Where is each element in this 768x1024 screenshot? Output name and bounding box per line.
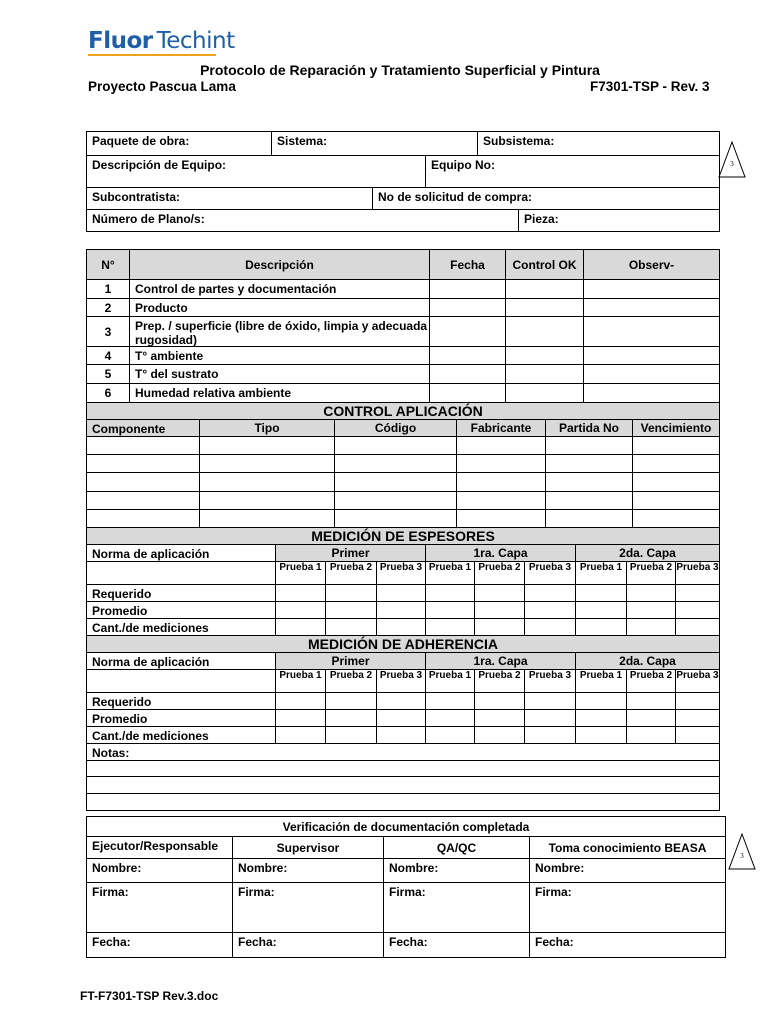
- group-primer: Primer: [275, 652, 426, 670]
- field-subsistema[interactable]: Subsistema:: [477, 131, 720, 156]
- prueba-header: Prueba 1: [575, 669, 627, 693]
- header-control-ok: Control OK: [505, 249, 584, 280]
- field-firma[interactable]: Firma:: [383, 882, 530, 933]
- checklist-row-number: 5: [86, 364, 130, 384]
- control-input-cell[interactable]: [334, 491, 457, 510]
- header-descripcion: Descripción: [129, 249, 430, 280]
- checklist-row-description: Producto: [129, 298, 430, 317]
- measurement-input-cell[interactable]: [275, 709, 326, 727]
- field-firma[interactable]: Firma:: [86, 882, 233, 933]
- measurement-input-cell[interactable]: [325, 618, 377, 636]
- measurement-input-cell[interactable]: [474, 618, 525, 636]
- measurement-input-cell[interactable]: [675, 601, 720, 619]
- measurement-input-cell[interactable]: [474, 726, 525, 744]
- role-qa-qc: QA/QC: [383, 836, 530, 859]
- checklist-input-cell[interactable]: [505, 279, 584, 299]
- checklist-input-cell[interactable]: [505, 346, 584, 365]
- checklist-input-cell[interactable]: [429, 364, 506, 384]
- notas-line[interactable]: [86, 776, 720, 794]
- control-input-cell[interactable]: [632, 509, 720, 529]
- label-norma-aplicacion: Norma de aplicación: [86, 544, 276, 562]
- measurement-input-cell[interactable]: [425, 584, 475, 602]
- field-firma[interactable]: Firma:: [232, 882, 384, 933]
- field-notas[interactable]: Notas:: [86, 743, 720, 761]
- field-fecha[interactable]: Fecha:: [383, 932, 530, 958]
- prueba-header: Prueba 1: [275, 669, 326, 693]
- field-nombre[interactable]: Nombre:: [383, 858, 530, 883]
- field-pieza[interactable]: Pieza:: [518, 209, 720, 232]
- control-input-cell[interactable]: [456, 509, 546, 529]
- role-ejecutor: Ejecutor/Responsable: [86, 836, 233, 859]
- revision-number: 3: [730, 160, 734, 168]
- checklist-row-description: Control de partes y documentación: [129, 279, 430, 299]
- section-verificacion: Verificación de documentación completada: [86, 816, 726, 837]
- measurement-input-cell[interactable]: [275, 601, 326, 619]
- prueba-header: Prueba 3: [524, 561, 576, 585]
- control-input-cell[interactable]: [632, 454, 720, 473]
- document-title: Protocolo de Reparación y Tratamiento Superficial y Pintura: [200, 62, 600, 78]
- header-tipo: Tipo: [199, 419, 335, 437]
- section-medicion-espesores: MEDICIÓN DE ESPESORES: [86, 527, 720, 545]
- control-input-cell[interactable]: [632, 472, 720, 492]
- measurement-input-cell[interactable]: [275, 726, 326, 744]
- measurement-input-cell[interactable]: [275, 584, 326, 602]
- control-input-cell[interactable]: [632, 436, 720, 455]
- row-label-cant-mediciones: Cant./de mediciones: [86, 618, 276, 636]
- checklist-row-description: Prep. / superficie (libre de óxido, limpia y adecuada rugosidad): [129, 316, 430, 347]
- measurement-input-cell[interactable]: [524, 618, 576, 636]
- section-control-aplicacion: CONTROL APLICACIÓN: [86, 402, 720, 420]
- measurement-input-cell[interactable]: [524, 584, 576, 602]
- measurement-input-cell[interactable]: [325, 601, 377, 619]
- measurement-input-cell[interactable]: [575, 726, 627, 744]
- measurement-input-cell[interactable]: [675, 584, 720, 602]
- project-name: Proyecto Pascua Lama: [88, 79, 236, 94]
- measurement-input-cell[interactable]: [376, 726, 426, 744]
- control-input-cell[interactable]: [334, 454, 457, 473]
- control-input-cell[interactable]: [456, 472, 546, 492]
- measurement-input-cell[interactable]: [425, 709, 475, 727]
- measurement-input-cell[interactable]: [626, 618, 676, 636]
- prueba-header: Prueba 2: [626, 669, 676, 693]
- measurement-input-cell[interactable]: [474, 601, 525, 619]
- measurement-input-cell[interactable]: [325, 584, 377, 602]
- logo-underline: [88, 54, 216, 56]
- control-input-cell[interactable]: [334, 436, 457, 455]
- revision-number: 3: [740, 852, 744, 860]
- checklist-input-cell[interactable]: [505, 298, 584, 317]
- header-numero: N°: [86, 249, 130, 280]
- control-input-cell[interactable]: [86, 454, 200, 473]
- field-sistema[interactable]: Sistema:: [271, 131, 478, 156]
- logo-part-fluor: Fluor: [88, 28, 153, 54]
- company-logo: [88, 28, 235, 54]
- group-1ra-capa: 1ra. Capa: [425, 652, 576, 670]
- blank-cell: [86, 669, 276, 693]
- control-input-cell[interactable]: [86, 472, 200, 492]
- measurement-input-cell[interactable]: [325, 726, 377, 744]
- measurement-input-cell[interactable]: [675, 709, 720, 727]
- checklist-row-description: Humedad relativa ambiente: [129, 383, 430, 403]
- prueba-header: Prueba 3: [524, 669, 576, 693]
- field-solicitud-compra[interactable]: No de solicitud de compra:: [372, 187, 720, 210]
- checklist-input-cell[interactable]: [583, 298, 720, 317]
- prueba-header: Prueba 2: [626, 561, 676, 585]
- field-subcontratista[interactable]: Subcontratista:: [86, 187, 373, 210]
- control-input-cell[interactable]: [199, 509, 335, 529]
- checklist-input-cell[interactable]: [583, 279, 720, 299]
- checklist-input-cell[interactable]: [429, 346, 506, 365]
- control-input-cell[interactable]: [456, 454, 546, 473]
- checklist-row-description: T° ambiente: [129, 346, 430, 365]
- measurement-input-cell[interactable]: [575, 584, 627, 602]
- checklist-row-number: 2: [86, 298, 130, 317]
- measurement-input-cell[interactable]: [474, 709, 525, 727]
- control-input-cell[interactable]: [545, 509, 633, 529]
- checklist-input-cell[interactable]: [429, 316, 506, 347]
- footer-filename: FT-F7301-TSP Rev.3.doc: [80, 989, 219, 1003]
- measurement-input-cell[interactable]: [675, 726, 720, 744]
- measurement-input-cell[interactable]: [575, 709, 627, 727]
- control-input-cell[interactable]: [86, 491, 200, 510]
- notas-line[interactable]: [86, 793, 720, 811]
- field-nombre[interactable]: Nombre:: [529, 858, 726, 883]
- field-numero-plano[interactable]: Número de Plano/s:: [86, 209, 519, 232]
- checklist-input-cell[interactable]: [583, 364, 720, 384]
- field-nombre[interactable]: Nombre:: [232, 858, 384, 883]
- group-2da-capa: 2da. Capa: [575, 652, 720, 670]
- control-input-cell[interactable]: [545, 472, 633, 492]
- group-2da-capa: 2da. Capa: [575, 544, 720, 562]
- control-input-cell[interactable]: [199, 454, 335, 473]
- measurement-input-cell[interactable]: [376, 692, 426, 710]
- checklist-input-cell[interactable]: [429, 383, 506, 403]
- checklist-input-cell[interactable]: [429, 298, 506, 317]
- control-input-cell[interactable]: [86, 509, 200, 529]
- field-fecha[interactable]: Fecha:: [529, 932, 726, 958]
- measurement-input-cell[interactable]: [376, 618, 426, 636]
- checklist-input-cell[interactable]: [583, 316, 720, 347]
- role-toma-conocimiento: Toma conocimiento BEASA: [529, 836, 726, 859]
- measurement-input-cell[interactable]: [275, 618, 326, 636]
- prueba-header: Prueba 2: [325, 669, 377, 693]
- notas-line[interactable]: [86, 760, 720, 777]
- measurement-input-cell[interactable]: [575, 601, 627, 619]
- checklist-input-cell[interactable]: [583, 383, 720, 403]
- header-vencimiento: Vencimiento: [632, 419, 720, 437]
- role-supervisor: Supervisor: [232, 836, 384, 859]
- control-input-cell[interactable]: [632, 491, 720, 510]
- field-descripcion-equipo[interactable]: Descripción de Equipo:: [86, 155, 426, 188]
- group-primer: Primer: [275, 544, 426, 562]
- header-observ: Observ-: [583, 249, 720, 280]
- measurement-input-cell[interactable]: [425, 618, 475, 636]
- row-label-requerido: Requerido: [86, 692, 276, 710]
- measurement-input-cell[interactable]: [325, 709, 377, 727]
- logo-part-techint: Techint: [156, 28, 235, 54]
- label-norma-aplicacion: Norma de aplicación: [86, 652, 276, 670]
- measurement-input-cell[interactable]: [474, 692, 525, 710]
- measurement-input-cell[interactable]: [325, 692, 377, 710]
- group-1ra-capa: 1ra. Capa: [425, 544, 576, 562]
- control-input-cell[interactable]: [456, 491, 546, 510]
- field-paquete-de-obra[interactable]: Paquete de obra:: [86, 131, 272, 156]
- prueba-header: Prueba 3: [376, 669, 426, 693]
- header-partida-no: Partida No: [545, 419, 633, 437]
- blank-cell: [86, 561, 276, 585]
- measurement-input-cell[interactable]: [524, 709, 576, 727]
- document-code: F7301-TSP - Rev. 3: [590, 79, 710, 94]
- measurement-input-cell[interactable]: [376, 601, 426, 619]
- checklist-input-cell[interactable]: [505, 316, 584, 347]
- measurement-input-cell[interactable]: [425, 601, 475, 619]
- prueba-header: Prueba 3: [675, 561, 720, 585]
- field-fecha[interactable]: Fecha:: [86, 932, 233, 958]
- measurement-input-cell[interactable]: [524, 692, 576, 710]
- control-input-cell[interactable]: [545, 454, 633, 473]
- measurement-input-cell[interactable]: [524, 601, 576, 619]
- header-fecha: Fecha: [429, 249, 506, 280]
- prueba-header: Prueba 3: [675, 669, 720, 693]
- measurement-input-cell[interactable]: [675, 692, 720, 710]
- prueba-header: Prueba 1: [575, 561, 627, 585]
- prueba-header: Prueba 2: [474, 669, 525, 693]
- measurement-input-cell[interactable]: [626, 726, 676, 744]
- control-input-cell[interactable]: [545, 491, 633, 510]
- measurement-input-cell[interactable]: [626, 692, 676, 710]
- prueba-header: Prueba 1: [425, 561, 475, 585]
- field-fecha[interactable]: Fecha:: [232, 932, 384, 958]
- checklist-input-cell[interactable]: [505, 383, 584, 403]
- control-input-cell[interactable]: [334, 509, 457, 529]
- section-medicion-adherencia: MEDICIÓN DE ADHERENCIA: [86, 635, 720, 653]
- measurement-input-cell[interactable]: [626, 584, 676, 602]
- checklist-input-cell[interactable]: [583, 346, 720, 365]
- control-input-cell[interactable]: [199, 491, 335, 510]
- measurement-input-cell[interactable]: [474, 584, 525, 602]
- checklist-row-number: 3: [86, 316, 130, 347]
- measurement-input-cell[interactable]: [626, 601, 676, 619]
- control-input-cell[interactable]: [545, 436, 633, 455]
- checklist-row-number: 1: [86, 279, 130, 299]
- measurement-input-cell[interactable]: [626, 709, 676, 727]
- measurement-input-cell[interactable]: [376, 709, 426, 727]
- prueba-header: Prueba 1: [275, 561, 326, 585]
- field-firma[interactable]: Firma:: [529, 882, 726, 933]
- control-input-cell[interactable]: [199, 472, 335, 492]
- measurement-input-cell[interactable]: [425, 692, 475, 710]
- measurement-input-cell[interactable]: [376, 584, 426, 602]
- checklist-row-description: T° del sustrato: [129, 364, 430, 384]
- revision-triangle-bottom: [728, 833, 756, 871]
- header-fabricante: Fabricante: [456, 419, 546, 437]
- measurement-input-cell[interactable]: [575, 692, 627, 710]
- row-label-cant-mediciones: Cant./de mediciones: [86, 726, 276, 744]
- checklist-row-number: 4: [86, 346, 130, 365]
- header-codigo: Código: [334, 419, 457, 437]
- measurement-input-cell[interactable]: [524, 726, 576, 744]
- prueba-header: Prueba 2: [325, 561, 377, 585]
- prueba-header: Prueba 3: [376, 561, 426, 585]
- prueba-header: Prueba 2: [474, 561, 525, 585]
- control-input-cell[interactable]: [334, 472, 457, 492]
- revision-triangle-top: [718, 141, 746, 179]
- control-input-cell[interactable]: [86, 436, 200, 455]
- row-label-promedio: Promedio: [86, 601, 276, 619]
- measurement-input-cell[interactable]: [675, 618, 720, 636]
- measurement-input-cell[interactable]: [575, 618, 627, 636]
- measurement-input-cell[interactable]: [425, 726, 475, 744]
- row-label-requerido: Requerido: [86, 584, 276, 602]
- field-nombre[interactable]: Nombre:: [86, 858, 233, 883]
- header-componente: Componente: [86, 419, 200, 437]
- control-input-cell[interactable]: [199, 436, 335, 455]
- control-input-cell[interactable]: [456, 436, 546, 455]
- checklist-input-cell[interactable]: [505, 364, 584, 384]
- checklist-input-cell[interactable]: [429, 279, 506, 299]
- checklist-row-number: 6: [86, 383, 130, 403]
- measurement-input-cell[interactable]: [275, 692, 326, 710]
- field-equipo-no[interactable]: Equipo No:: [425, 155, 720, 188]
- prueba-header: Prueba 1: [425, 669, 475, 693]
- row-label-promedio: Promedio: [86, 709, 276, 727]
